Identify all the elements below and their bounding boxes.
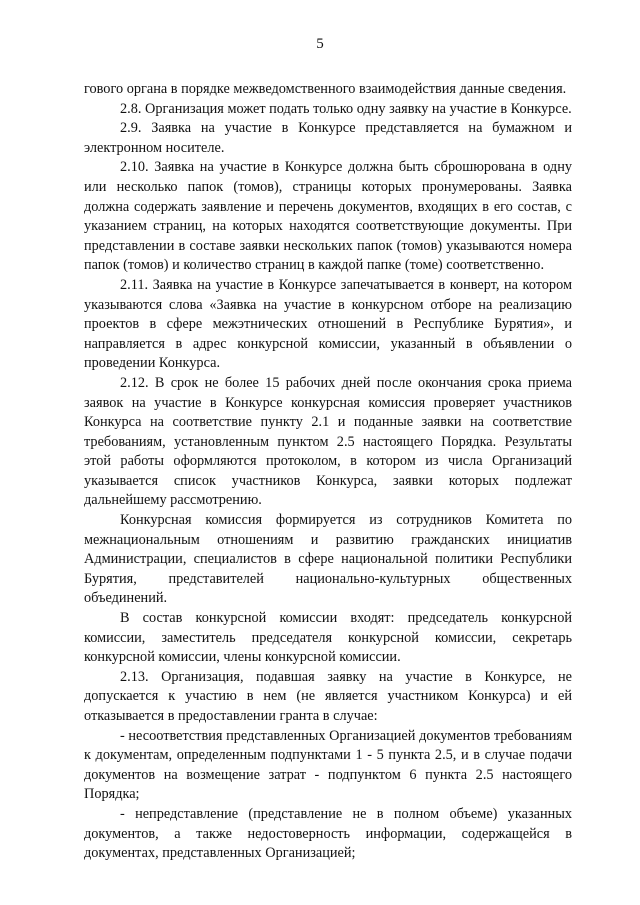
- paragraph-continuation: гового органа в порядке межведомственного взаимодействия данные сведения.: [84, 81, 567, 97]
- body-text: [84, 80, 572, 864]
- paragraph-commission-members: В состав конкурсной комиссии входят: председатель конкурсной комиссии, заместитель председателя конкурсной комиссии, секретарь конкурсной комиссии, члены конкурсной комиссии.: [84, 610, 572, 666]
- paragraph-commission-formation: Конкурсная комиссия формируется из сотрудников Комитета по межнациональным отношениям и развитию гражданских инициатив Администрации, специалистов в сфере национальной политики Республики Бурятия, представителей национально-культурных общественных объединений.: [84, 512, 572, 607]
- paragraph-2-10: 2.10. Заявка на участие в Конкурсе должна быть сброшюрована в одну или несколько папок (томов), страницы которых пронумерованы. Заявка должна содержать заявление и перечень документов, входящих в его состав, с указанием страниц, на которых находятся соответствующие документы. При представлении в составе заявки нескольких папок (томов) указываются номера папок (томов) и количество страниц в каждой папке (томе) соответственно.: [84, 159, 572, 274]
- list-item-nonconformity: - несоответствия представленных Организацией документов требованиям к документам, определенным подпунктами 1 - 5 пункта 2.5, и в случае подачи документов на возмещение затрат - подпунктом 6 пункта 2.5 настоящего Порядка;: [84, 727, 572, 803]
- paragraph-2-11: 2.11. Заявка на участие в Конкурсе запечатывается в конверт, на котором указываются слова «Заявка на участие в конкурсном отборе на реализацию проектов в сфере межэтнических отношений в Республике Бурятия», и направляется в адрес конкурсной комиссии, указанный в объявлении о проведении Конкурса.: [84, 276, 572, 372]
- page-number: 5: [316, 36, 324, 52]
- paragraph-2-12: 2.12. В срок не более 15 рабочих дней после окончания срока приема заявок на участие в Конкурсе конкурсная комиссия проверяет участников Конкурса на соответствие пункту 2.1 и поданные заявки на соответствие требованиям, установленным пунктом 2.5 настоящего Порядка. Результаты этой работы оформляются протоколом, в котором из числа Организаций указывается список участников Конкурса, заявки которых подлежат дальнейшему рассмотрению.: [84, 374, 572, 509]
- paragraph-2-8: 2.8. Организация может подать только одну заявку на участие в Конкурсе.: [120, 100, 572, 117]
- list-item-nonsubmission: - непредставление (представление не в полном объеме) указанных документов, а также недостоверность информации, содержащейся в документах, представленных Организацией;: [84, 805, 572, 862]
- paragraph-2-9: 2.9. Заявка на участие в Конкурсе представляется на бумажном и электронном носителе.: [84, 120, 572, 156]
- paragraph-2-13: 2.13. Организация, подавшая заявку на участие в Конкурсе, не допускается к участию в нем (не является участником Конкурса) и ей отказывается в предоставлении гранта в случае:: [84, 668, 572, 724]
